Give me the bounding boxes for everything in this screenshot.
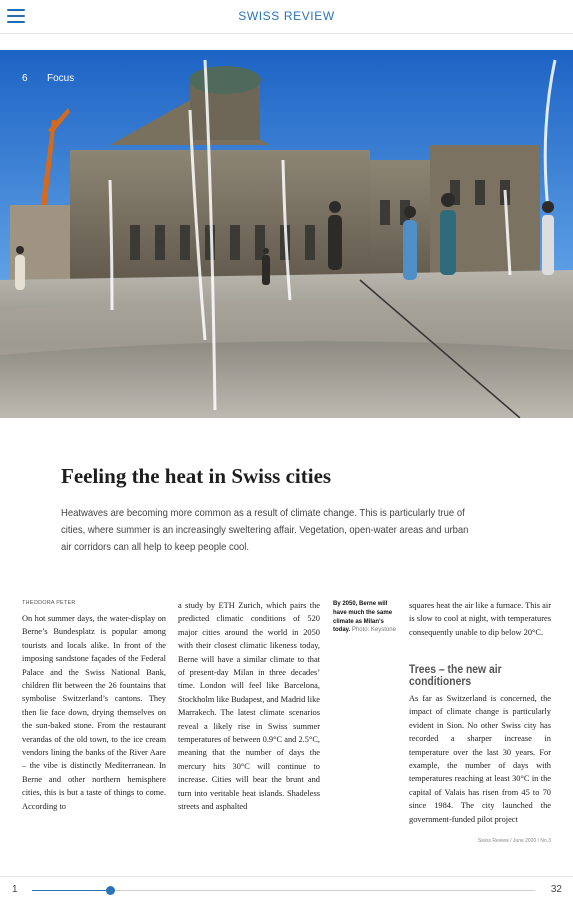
caption-credit: Photo: Keystone xyxy=(351,627,396,634)
page-slider-fill xyxy=(32,890,110,891)
section-label: Focus xyxy=(47,73,75,84)
top-app-bar xyxy=(0,0,573,34)
first-page-label: 1 xyxy=(12,884,18,895)
page-number: 6 xyxy=(22,73,28,84)
page-slider-bar xyxy=(0,876,573,900)
page-slider-thumb[interactable] xyxy=(106,886,115,895)
article-lead: Heatwaves are becoming more common as a result of climate change. This is particularly true of cities, where summer is an increasingly sweltering affair. Vegetation, open-water areas and urban air corridors can all help to keep people cool. xyxy=(61,508,469,553)
article-subhead: Trees – the new air conditioners xyxy=(409,664,502,688)
article-column-4: As far as Switzerland is concerned, the impact of climate change is particularly evident in Sion. No other Swiss city has recorded a sharper increase in temperature over the last 30 years. For example, the number of days with temperatures reaching at least 30°C in the capital of Valais has risen from 45 to 70 since 1984. The city launched the government-funded pilot project xyxy=(409,694,551,824)
page-slider-track[interactable] xyxy=(32,890,535,891)
photo-caption xyxy=(333,600,397,635)
caption-text: By 2050, Berne will have much the same climate as Milan’s today. xyxy=(333,601,393,634)
byline: THEODORA PETER xyxy=(22,600,76,606)
article-title: Feeling the heat in Swiss cities xyxy=(61,464,332,488)
article-column-2: a study by ETH Zurich, which pairs the predicted climatic conditions of 520 major cities around the world in 2050 with their closest climatic likeness today, Berne will have a similar climate to that of present-day Milan in three decades’ time. London will feel like Barcelona, Stockholm like Budapest, and Madrid like Marrakech. The latest climate scenarios reveal a likely rise in Swiss summer temperatures of between 0.9°C and 2.5°C, meaning that the number of days the mercury hits 30°C will continue to increase. Cities will bear the brunt and turn into veritable heat islands. Shadeless streets and asphalted xyxy=(178,601,320,812)
app-title: SWISS REVIEW xyxy=(238,9,335,23)
last-page-label: 32 xyxy=(550,884,562,895)
article-column-3: squares heat the air like a furnace. This air is slow to cool at night, with temperatures consequently unable to dip below 20°C. xyxy=(409,601,551,637)
article-column-1: On hot summer days, the water-display on Berne’s Bundesplatz is popular among tourists and locals alike. In front of the imposing sandstone façades of the Federal Palace and the Swiss National Bank, children flit between the 26 fountains that symbolise Switzerland’s cantons. They then lie face down, drying themselves on the sun-baked stone. From the restaurant verandas of the old town, to the ice cream vendors lining the banks of the River Aare – the vibe is distinctly Mediterranean. In Berne and other northern hemisphere cities, this is but a taste of things to come. According to xyxy=(22,614,166,811)
page-footer: Swiss Review / June 2020 / No.3 xyxy=(477,838,551,844)
article-photo xyxy=(0,50,573,418)
